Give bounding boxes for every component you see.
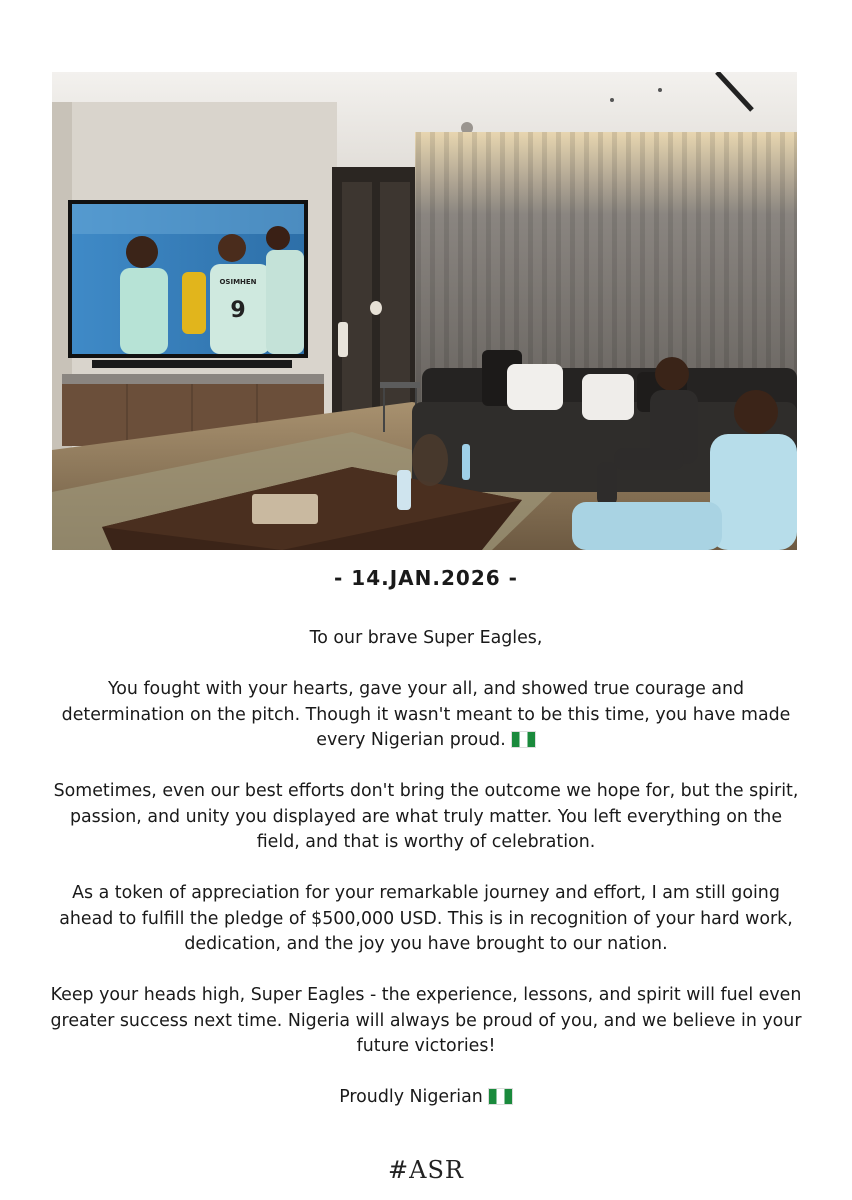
signature: #ASR — [388, 1156, 464, 1184]
paragraph-3: As a token of appreciation for your remarkable journey and effort, I am still going ahead to fulfill the pledge of $500,000 USD. This is in recognition of your hard work, dedication, and the joy you have brought to our nation. — [59, 883, 793, 954]
closing-text: Proudly Nigerian — [339, 1087, 483, 1107]
tv-jersey-name: OSIMHEN — [219, 278, 257, 286]
living-room-photo — [52, 72, 797, 550]
tv-jersey-number: 9 — [230, 298, 246, 323]
nigeria-flag-icon — [488, 1088, 513, 1105]
salutation: To our brave Super Eagles, — [309, 628, 543, 648]
letter-body — [50, 626, 802, 1136]
paragraph-1 — [50, 677, 802, 754]
paragraph-1-text: You fought with your hearts, gave your all, and showed true courage and determination on the pitch. Though it wasn't meant to be this time, you have made every Nigerian proud. — [61, 679, 791, 750]
closing-line — [50, 1085, 802, 1111]
nigeria-flag-icon — [511, 731, 536, 748]
living-room-illustration — [52, 72, 797, 550]
date-heading: - 14.JAN.2026 - — [334, 566, 518, 590]
paragraph-2: Sometimes, even our best efforts don't bring the outcome we hope for, but the spirit, passion, and unity you displayed are what truly matter. You left everything on the field, and that is worthy of celebration. — [53, 781, 799, 852]
paragraph-4: Keep your heads high, Super Eagles - the experience, lessons, and spirit will fuel even greater success next time. Nigeria will always be proud of you, and we believe in your future victories! — [50, 985, 802, 1056]
